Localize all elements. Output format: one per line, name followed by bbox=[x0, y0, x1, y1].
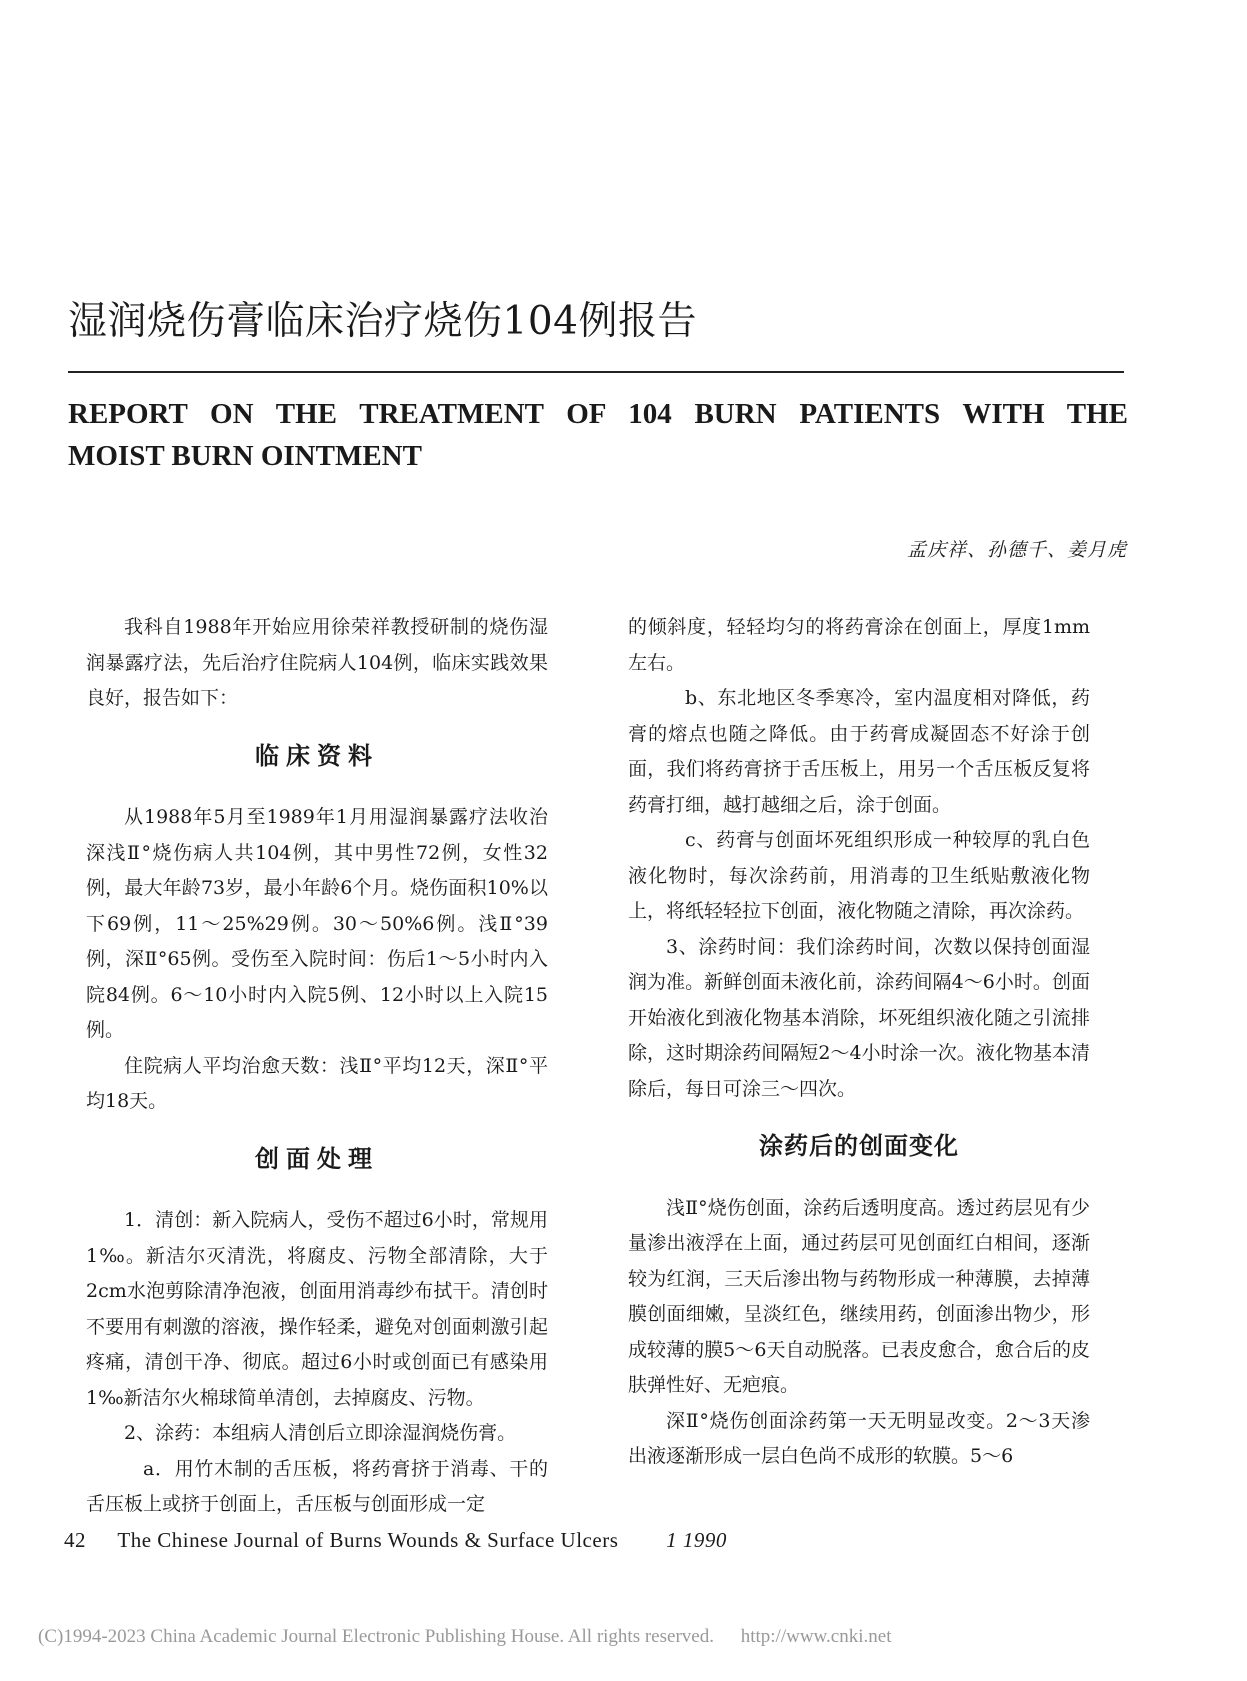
medication-step-b: b、东北地区冬季寒冷，室内温度相对降低，药膏的熔点也随之降低。由于药膏成凝固态不好涂于创面，我们将药膏挤于舌压板上，用另一个舌压板反复将药膏打细，越打越细之后，涂于创面。 bbox=[628, 687, 1090, 816]
debridement-paragraph: 1．清创：新入院病人，受伤不超过6小时，常规用1‰。新洁尔灭清洗，将腐皮、污物全部清除，大于2cm水泡剪除清净泡液，创面用消毒纱布拭干。清创时不要用有刺激的溶液，操作轻柔，避免对创面刺激引起疼痛，清创干净、彻底。超过6小时或创面已有感染用1‰新洁尔火棉球简单清创，去掉腐皮、污物。 bbox=[86, 1209, 548, 1409]
page-footer bbox=[64, 1528, 727, 1553]
article-title-en-line2: MOIST BURN OINTMENT bbox=[68, 440, 422, 472]
right-column bbox=[628, 610, 1090, 1475]
medication-paragraph: 2、涂药：本组病人清创后立即涂湿润烧伤膏。 bbox=[124, 1422, 517, 1444]
section-heading-clinical-data: 临床资料 bbox=[255, 741, 379, 770]
medication-step-c: c、药膏与创面坏死组织形成一种较厚的乳白色液化物时，每次涂药前，用消毒的卫生纸贴敷液化物上，将纸轻轻拉下创面，液化物随之清除，再次涂药。 bbox=[628, 829, 1090, 922]
healing-days-paragraph: 住院病人平均治愈天数：浅Ⅱ°平均12天，深Ⅱ°平均18天。 bbox=[86, 1054, 548, 1112]
journal-name: The Chinese Journal of Burns Wounds & Surface Ulcers bbox=[117, 1528, 619, 1552]
clinical-data-paragraph: 从1988年5月至1989年1月用湿润暴露疗法收治深浅Ⅱ°烧伤病人共104例，其中男性72例，女性32例，最大年龄73岁，最小年龄6个月。烧伤面积10%以下69例，11～25%29例。30～50%6例。浅Ⅱ°39例，深Ⅱ°65例。受伤至入院时间：伤后1～5小时内入院84例。6～10小时内入院5例、12小时以上入院15例。 bbox=[86, 806, 548, 1041]
copyright-url[interactable]: http://www.cnki.net bbox=[740, 1626, 892, 1647]
left-column bbox=[86, 610, 548, 1523]
copyright-notice bbox=[38, 1626, 891, 1648]
article-title-en-line1: REPORT ON THE TREATMENT OF 104 BURN PATIENTS WITH THE bbox=[68, 398, 1128, 430]
article-title-cn: 湿润烧伤膏临床治疗烧伤104例报告 bbox=[68, 299, 697, 344]
copyright-text: (C)1994-2023 China Academic Journal Electronic Publishing House. All rights reserved. bbox=[38, 1626, 714, 1647]
deep-burn-paragraph: 深Ⅱ°烧伤创面涂药第一天无明显改变。2～3天渗出液逐渐形成一层白色尚不成形的软膜。5～6 bbox=[628, 1409, 1090, 1467]
superficial-burn-paragraph: 浅Ⅱ°烧伤创面，涂药后透明度高。透过药层见有少量渗出液浮在上面，通过药层可见创面红白相间，逐渐较为红润，三天后渗出物与药物形成一种薄膜，去掉薄膜创面细嫩，呈淡红色，继续用药，创面渗出物少，形成较薄的膜5～6天自动脱落。已表皮愈合，愈合后的皮肤弹性好、无疤痕。 bbox=[628, 1196, 1090, 1396]
journal-issue: 1 1990 bbox=[666, 1528, 727, 1552]
article-title-en bbox=[68, 393, 1128, 477]
medication-timing-paragraph: 3、涂药时间：我们涂药时间，次数以保持创面湿润为准。新鲜创面未液化前，涂药间隔4～6小时。创面开始液化到液化物基本消除，坏死组织液化随之引流排除，这时期涂药间隔短2～4小时涂一次。液化物基本清除后，每日可涂三～四次。 bbox=[628, 935, 1090, 1100]
medication-step-a: a．用竹木制的舌压板，将药膏挤于消毒、干的舌压板上或挤于创面上，舌压板与创面形成一定 bbox=[86, 1457, 548, 1515]
section-heading-wound-changes: 涂药后的创面变化 bbox=[759, 1132, 959, 1160]
authors: 孟庆祥、孙德千、姜月虎 bbox=[906, 539, 1127, 561]
section-heading-wound-treatment: 创面处理 bbox=[255, 1144, 379, 1173]
title-divider bbox=[68, 371, 1124, 373]
intro-paragraph: 我科自1988年开始应用徐荣祥教授研制的烧伤湿润暴露疗法，先后治疗住院病人104例，临床实践效果良好，报告如下： bbox=[86, 616, 548, 709]
medication-step-a-continued: 的倾斜度，轻轻均匀的将药膏涂在创面上，厚度1mm左右。 bbox=[628, 616, 1090, 674]
page-number: 42 bbox=[64, 1528, 86, 1552]
